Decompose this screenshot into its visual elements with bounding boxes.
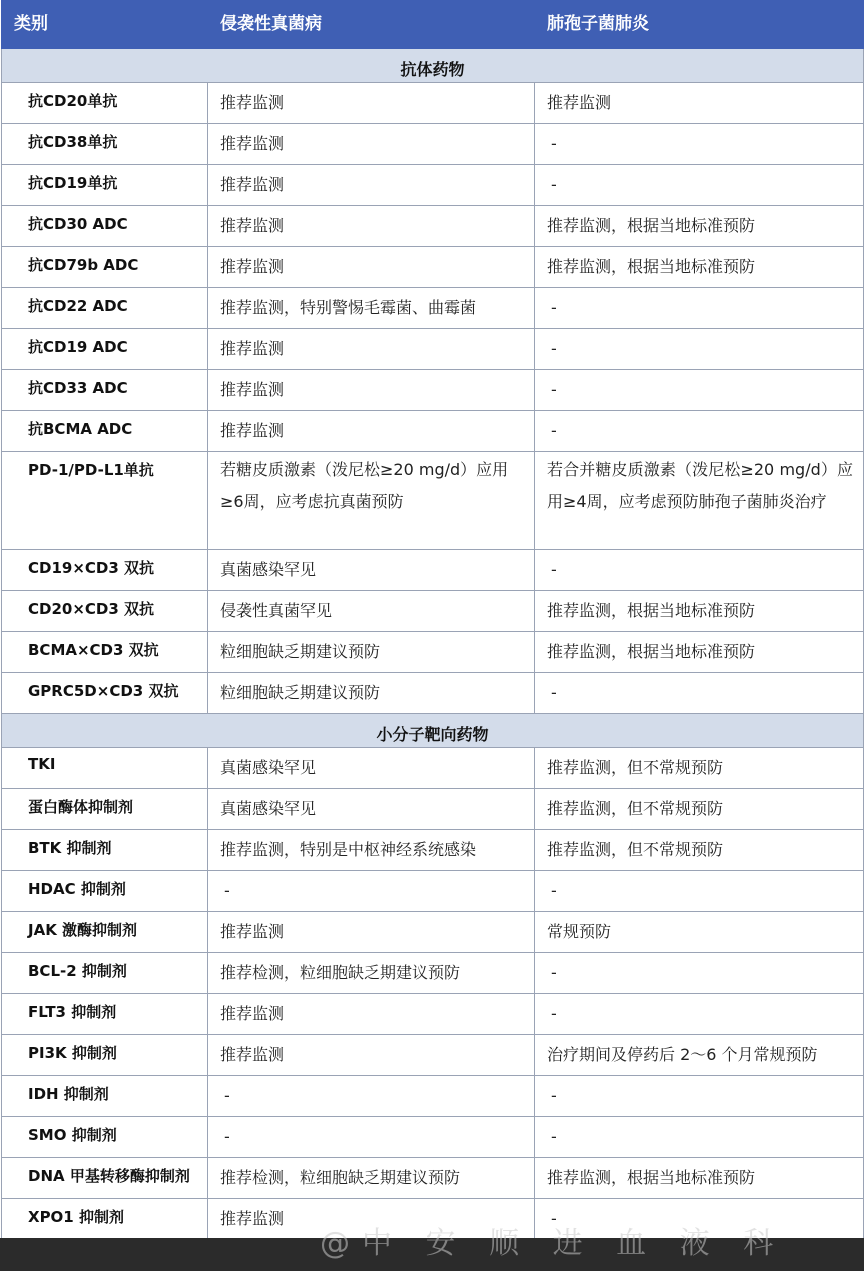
invasive-fungal-cell: 粒细胞缺乏期建议预防 xyxy=(208,632,535,673)
category-cell: 抗CD33 ADC xyxy=(2,370,208,411)
category-cell: 抗CD19 ADC xyxy=(2,329,208,370)
table-row xyxy=(2,247,864,288)
table-row xyxy=(2,411,864,452)
table-row xyxy=(2,632,864,673)
invasive-fungal-cell: 推荐监测 xyxy=(208,83,535,124)
category-cell: 抗CD22 ADC xyxy=(2,288,208,329)
table-row xyxy=(2,206,864,247)
table-body xyxy=(2,49,864,1240)
category-cell: PD-1/PD-L1单抗 xyxy=(2,452,208,550)
invasive-fungal-cell: 推荐监测，特别是中枢神经系统感染 xyxy=(208,830,535,871)
table-row xyxy=(2,830,864,871)
table-row xyxy=(2,370,864,411)
pcp-cell: - xyxy=(535,871,864,912)
category-cell: 抗CD30 ADC xyxy=(2,206,208,247)
table-row xyxy=(2,452,864,550)
header-pcp: 肺孢子菌肺炎 xyxy=(535,1,864,49)
table-row xyxy=(2,1117,864,1158)
invasive-fungal-cell: 若糖皮质激素（泼尼松≥20 mg/d）应用≥6周，应考虑抗真菌预防 xyxy=(208,452,535,550)
table-row xyxy=(2,83,864,124)
invasive-fungal-cell: 推荐监测 xyxy=(208,994,535,1035)
category-cell: JAK 激酶抑制剂 xyxy=(2,912,208,953)
table-row xyxy=(2,591,864,632)
invasive-fungal-cell: 推荐监测 xyxy=(208,370,535,411)
invasive-fungal-cell: 推荐监测 xyxy=(208,912,535,953)
header-category: 类别 xyxy=(2,1,208,49)
category-cell: FLT3 抑制剂 xyxy=(2,994,208,1035)
pcp-cell: - xyxy=(535,673,864,714)
invasive-fungal-cell: 粒细胞缺乏期建议预防 xyxy=(208,673,535,714)
category-cell: BTK 抑制剂 xyxy=(2,830,208,871)
table-header-row xyxy=(2,1,864,49)
pcp-cell: - xyxy=(535,370,864,411)
section-row xyxy=(2,49,864,83)
pcp-cell: - xyxy=(535,994,864,1035)
invasive-fungal-cell: 推荐监测 xyxy=(208,124,535,165)
table-row xyxy=(2,1158,864,1199)
pcp-cell: - xyxy=(535,124,864,165)
table-row xyxy=(2,1076,864,1117)
pcp-cell: - xyxy=(535,1117,864,1158)
invasive-fungal-cell: 推荐监测，特别警惕毛霉菌、曲霉菌 xyxy=(208,288,535,329)
table-row xyxy=(2,550,864,591)
category-cell: IDH 抑制剂 xyxy=(2,1076,208,1117)
invasive-fungal-cell: 推荐监测 xyxy=(208,329,535,370)
category-cell: PI3K 抑制剂 xyxy=(2,1035,208,1076)
category-cell: 抗BCMA ADC xyxy=(2,411,208,452)
pcp-cell: 推荐监测，根据当地标准预防 xyxy=(535,632,864,673)
pcp-cell: 推荐监测，但不常规预防 xyxy=(535,830,864,871)
invasive-fungal-cell: - xyxy=(208,1076,535,1117)
invasive-fungal-cell: 推荐监测 xyxy=(208,165,535,206)
pcp-cell: 常规预防 xyxy=(535,912,864,953)
invasive-fungal-cell: 推荐检测，粒细胞缺乏期建议预防 xyxy=(208,1158,535,1199)
drug-infection-table xyxy=(1,0,864,1240)
table-row xyxy=(2,329,864,370)
category-cell: TKI xyxy=(2,748,208,789)
invasive-fungal-cell: 侵袭性真菌罕见 xyxy=(208,591,535,632)
section-title: 小分子靶向药物 xyxy=(2,714,864,748)
pcp-cell: 推荐监测，但不常规预防 xyxy=(535,748,864,789)
pcp-cell: 推荐监测，根据当地标准预防 xyxy=(535,206,864,247)
table-row xyxy=(2,912,864,953)
invasive-fungal-cell: 推荐检测，粒细胞缺乏期建议预防 xyxy=(208,953,535,994)
invasive-fungal-cell: - xyxy=(208,871,535,912)
invasive-fungal-cell: - xyxy=(208,1117,535,1158)
category-cell: HDAC 抑制剂 xyxy=(2,871,208,912)
pcp-cell: - xyxy=(535,165,864,206)
table-row xyxy=(2,953,864,994)
pcp-cell: 治疗期间及停药后 2～6 个月常规预防 xyxy=(535,1035,864,1076)
pcp-cell: - xyxy=(535,1076,864,1117)
watermark: @中 安 顺 进 血 液 科 xyxy=(320,1226,786,1261)
category-cell: CD19×CD3 双抗 xyxy=(2,550,208,591)
category-cell: 抗CD38单抗 xyxy=(2,124,208,165)
pcp-cell: - xyxy=(535,329,864,370)
invasive-fungal-cell: 推荐监测 xyxy=(208,206,535,247)
category-cell: 抗CD19单抗 xyxy=(2,165,208,206)
category-cell: XPO1 抑制剂 xyxy=(2,1199,208,1240)
category-cell: 抗CD20单抗 xyxy=(2,83,208,124)
table-row xyxy=(2,748,864,789)
invasive-fungal-cell: 真菌感染罕见 xyxy=(208,748,535,789)
table-row xyxy=(2,288,864,329)
pcp-cell: 推荐监测，根据当地标准预防 xyxy=(535,1158,864,1199)
category-cell: DNA 甲基转移酶抑制剂 xyxy=(2,1158,208,1199)
pcp-cell: 推荐监测，根据当地标准预防 xyxy=(535,591,864,632)
category-cell: SMO 抑制剂 xyxy=(2,1117,208,1158)
invasive-fungal-cell: 推荐监测 xyxy=(208,1035,535,1076)
table-row xyxy=(2,673,864,714)
invasive-fungal-cell: 真菌感染罕见 xyxy=(208,550,535,591)
section-row xyxy=(2,714,864,748)
category-cell: BCMA×CD3 双抗 xyxy=(2,632,208,673)
invasive-fungal-cell: 推荐监测 xyxy=(208,247,535,288)
table-row xyxy=(2,994,864,1035)
pcp-cell: - xyxy=(535,1199,864,1240)
pcp-cell: 推荐监测，根据当地标准预防 xyxy=(535,247,864,288)
pcp-cell: - xyxy=(535,411,864,452)
category-cell: BCL-2 抑制剂 xyxy=(2,953,208,994)
invasive-fungal-cell: 真菌感染罕见 xyxy=(208,789,535,830)
table-row xyxy=(2,871,864,912)
invasive-fungal-cell: 推荐监测 xyxy=(208,1199,535,1240)
pcp-cell: - xyxy=(535,288,864,329)
category-cell: GPRC5D×CD3 双抗 xyxy=(2,673,208,714)
table-row xyxy=(2,124,864,165)
invasive-fungal-cell: 推荐监测 xyxy=(208,411,535,452)
header-invasive-fungal: 侵袭性真菌病 xyxy=(208,1,535,49)
table-row xyxy=(2,165,864,206)
table-row xyxy=(2,789,864,830)
table-row xyxy=(2,1035,864,1076)
pcp-cell: - xyxy=(535,953,864,994)
pcp-cell: 若合并糖皮质激素（泼尼松≥20 mg/d）应用≥4周，应考虑预防肺孢子菌肺炎治疗 xyxy=(535,452,864,550)
pcp-cell: 推荐监测 xyxy=(535,83,864,124)
section-title: 抗体药物 xyxy=(2,49,864,83)
category-cell: 抗CD79b ADC xyxy=(2,247,208,288)
pcp-cell: - xyxy=(535,550,864,591)
category-cell: 蛋白酶体抑制剂 xyxy=(2,789,208,830)
pcp-cell: 推荐监测，但不常规预防 xyxy=(535,789,864,830)
category-cell: CD20×CD3 双抗 xyxy=(2,591,208,632)
